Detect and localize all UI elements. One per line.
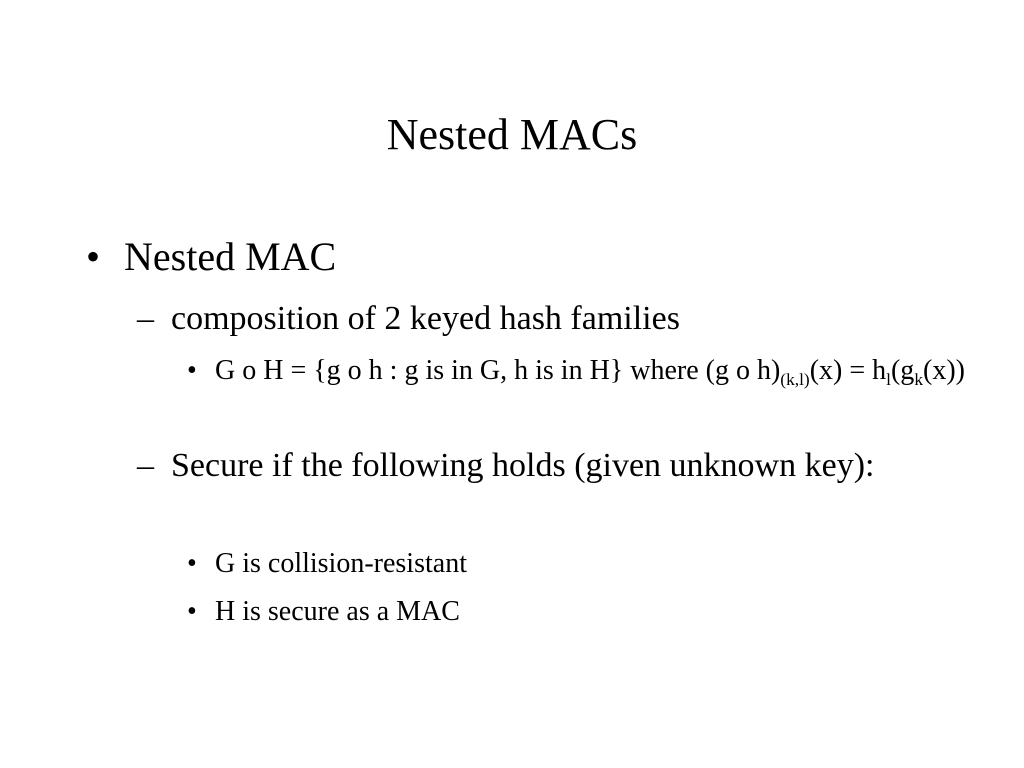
definition-formula xyxy=(215,355,965,387)
sub-sub-bullet-text: H is secure as a MAC xyxy=(215,596,460,627)
dash-marker: – xyxy=(137,447,154,484)
formula-suffix: (x)) xyxy=(923,355,965,386)
formula-subscript-kl: (k,l) xyxy=(780,369,810,389)
slide-title: Nested MACs xyxy=(386,110,638,159)
sub-sub-bullet-mac xyxy=(187,596,460,628)
sub-sub-bullet-collision xyxy=(187,548,467,580)
bullet-marker: • xyxy=(187,596,197,627)
sub-bullet-composition xyxy=(137,296,680,342)
bullet-marker: • xyxy=(187,548,197,579)
dash-marker: – xyxy=(137,300,154,337)
sub-sub-bullet-text: G is collision-resistant xyxy=(215,548,467,579)
bullet-marker: • xyxy=(187,355,197,386)
formula-subscript-k: k xyxy=(914,369,923,389)
bullet-marker: • xyxy=(86,234,101,279)
sub-bullet-text: Secure if the following holds (given unknown key): xyxy=(171,447,875,484)
sub-sub-bullet-definition xyxy=(187,355,965,389)
formula-prefix: G o H = {g o h : g is in G, h is in H} where (g o h) xyxy=(215,355,781,386)
bullet-text: Nested MAC xyxy=(124,234,337,279)
formula-subscript-l: l xyxy=(886,369,891,389)
bullet-nested-mac xyxy=(86,234,336,280)
formula-mid1: (x) = h xyxy=(809,355,887,386)
sub-bullet-text: composition of 2 keyed hash families xyxy=(171,300,680,337)
formula-mid2: (g xyxy=(890,355,915,386)
sub-bullet-secure xyxy=(137,443,917,489)
